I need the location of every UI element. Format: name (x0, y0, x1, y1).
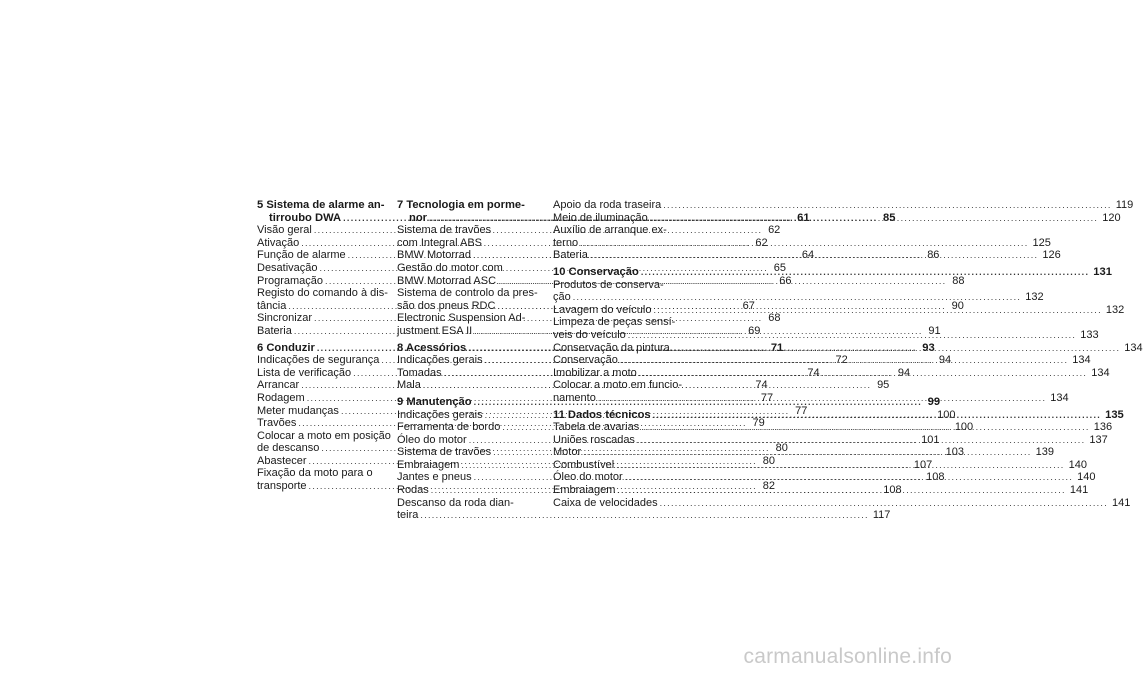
toc-entry[interactable] (257, 430, 397, 443)
toc-page-number: 80 (775, 442, 788, 455)
toc-page-number: 131 (1093, 265, 1112, 278)
toc-entry-title: Imobilizar a moto (553, 366, 637, 379)
toc-entry-title: Óleo do motor (553, 471, 623, 484)
toc-dot-leader (617, 484, 1065, 497)
toc-page-number: 85 (883, 211, 896, 224)
toc-page-number: 119 (1115, 199, 1134, 211)
toc-dot-leader (660, 497, 1108, 510)
toc-dot-leader (653, 409, 1101, 422)
toc-entry[interactable] (397, 224, 537, 237)
toc-entry-title: Desativação (257, 261, 318, 274)
toc-dot-leader (580, 237, 1028, 250)
toc-entry-title: Sistema de travões (397, 446, 492, 459)
toc-entry-title: Sincronizar (257, 312, 313, 325)
toc-entry-title: Uniões roscadas (553, 433, 635, 446)
toc-entry-title: ção (553, 291, 571, 304)
toc-page-number: 66 (779, 274, 792, 287)
toc-entry-title: com Integral ABS (397, 236, 482, 249)
toc-entry-title: Electronic Suspension Ad- (397, 312, 526, 325)
toc-entry[interactable] (397, 312, 537, 325)
toc-page-number: 77 (760, 391, 774, 404)
toc-page-number: 117 (872, 509, 891, 522)
toc-entry[interactable] (553, 291, 1044, 304)
toc-entry[interactable] (397, 497, 537, 510)
toc-page-number: 74 (807, 366, 820, 379)
toc-dot-leader (625, 471, 1073, 484)
toc-dot-leader (628, 329, 1076, 342)
toc-entry-title: 5 Sistema de alarme an- (257, 199, 385, 211)
toc-dot-leader (620, 354, 1068, 367)
toc-entry-title: Lista de verificação (257, 366, 352, 379)
toc-dot-leader (573, 291, 1021, 304)
toc-page-number: 141 (1112, 496, 1131, 509)
toc-page-number: 80 (762, 454, 775, 467)
toc-entry-title: Ferramenta de bordo (397, 421, 501, 434)
toc-page-number: 91 (928, 324, 941, 337)
toc-entry[interactable] (257, 467, 397, 480)
toc-dot-leader (663, 199, 1111, 212)
toc-page-number: 125 (1032, 236, 1051, 249)
toc-entry-title: namento (553, 391, 596, 404)
toc-entry-title: Óleo do motor (397, 433, 467, 446)
toc-page-number: 77 (795, 404, 808, 417)
toc-page-number: 67 (742, 299, 755, 312)
toc-page-number: 100 (937, 408, 956, 421)
toc-page-number: 126 (1042, 249, 1061, 262)
watermark-text: carmanualsonline.info (743, 645, 952, 668)
toc-entry-title: BMW Motorrad (397, 249, 471, 262)
toc-page-number: 134 (1124, 341, 1143, 354)
toc-entry-title: Indicações gerais (397, 408, 483, 421)
toc-entry-title: Apoio da roda traseira (553, 199, 662, 211)
toc-entry-title: Meio de iluminação (553, 211, 648, 224)
toc-dot-leader (641, 421, 1089, 434)
toc-page-number: 93 (922, 341, 935, 354)
toc-entry-title: terno (553, 236, 579, 249)
toc-page-number: 134 (1072, 354, 1091, 367)
toc-page-number: 69 (748, 324, 761, 337)
toc-dot-leader (637, 434, 1085, 447)
toc-entry-title: Lavagem do veículo (553, 303, 652, 316)
toc-page-number: 140 (1068, 458, 1087, 471)
toc-entry-title: Colocar a moto em posição (257, 429, 391, 442)
toc-entry-title: Jantes e pneus (397, 471, 472, 484)
toc-entry-title: Indicações de segurança (257, 354, 380, 367)
toc-entry-title: teira (397, 509, 419, 522)
toc-entry-title: Combustível (553, 458, 615, 471)
toc-dot-leader (639, 367, 1087, 380)
toc-page-number: 61 (797, 211, 810, 224)
toc-entry[interactable] (553, 496, 1131, 510)
toc-entry-title: Produtos de conserva- (553, 278, 664, 291)
toc-page-number: 88 (952, 274, 965, 287)
toc-entry[interactable] (397, 509, 891, 522)
toc-page-number: 133 (1080, 328, 1099, 341)
toc-page-number: 62 (755, 236, 768, 249)
toc-entry[interactable] (553, 199, 1134, 212)
toc-dot-leader (598, 392, 1046, 405)
toc-page-number: 82 (762, 480, 775, 493)
toc-entry-title: Arrancar (257, 379, 300, 392)
toc-page-number: 95 (877, 379, 890, 392)
toc-entry-title: Motor (553, 446, 582, 459)
toc-page-number: 71 (770, 341, 784, 354)
toc-entry[interactable] (553, 224, 693, 237)
toc-page-number: 139 (1035, 446, 1054, 459)
toc-page-number: 94 (938, 354, 952, 367)
toc-dot-leader (616, 459, 1064, 472)
toc-entry-title: Tabela de avarias (553, 421, 640, 434)
toc-entry-title: tância (257, 299, 287, 312)
toc-entry-title: Colocar a moto em funcio- (553, 379, 682, 392)
toc-page-number: 72 (835, 354, 848, 367)
toc-entry-title: Sistema de travões (397, 224, 492, 237)
toc-dot-leader (653, 304, 1101, 317)
toc-page-number: 74 (755, 379, 768, 392)
toc-entry-title: BMW Motorrad ASC (397, 274, 497, 287)
toc-entry[interactable] (397, 237, 537, 250)
toc-entry-title: Auxílio de arranque ex- (553, 224, 667, 237)
toc-entry-title: Sistema de controlo da pres- (397, 287, 538, 300)
toc-entry-title: 8 Acessórios (397, 341, 467, 354)
toc-entry-title: 10 Conservação (553, 265, 639, 278)
toc-page-number: 65 (773, 261, 787, 274)
toc-page-number: 79 (752, 417, 765, 430)
toc-page-number: 100 (954, 421, 974, 434)
toc-page-number: 62 (768, 224, 781, 237)
toc-page-number: 134 (1050, 391, 1069, 404)
toc-dot-leader (590, 249, 1038, 262)
toc-dot-leader (314, 224, 762, 237)
toc-dot-leader (650, 212, 1098, 225)
toc-entry-title: Embraiagem (553, 484, 616, 497)
toc-dot-leader (641, 266, 1089, 279)
toc-page-number: 99 (927, 395, 941, 408)
toc-entry-title: transporte (257, 480, 307, 493)
toc-entry-title: Rodas (397, 484, 429, 497)
toc-entry-title: são dos pneus RDC (397, 299, 496, 312)
toc-section-heading[interactable] (257, 199, 397, 212)
toc-entry-title: 9 Manutenção (397, 395, 472, 408)
toc-entry-title: 6 Conduzir (257, 341, 315, 354)
toc-entry-title: Travões (257, 417, 297, 430)
toc-entry[interactable] (553, 379, 693, 392)
toc-page-number: 120 (1102, 211, 1121, 224)
toc-dot-leader (583, 446, 1031, 459)
toc-entry-title: Gestão do motor com (397, 261, 503, 274)
toc-dot-leader (672, 342, 1120, 355)
toc-page-number: 136 (1093, 421, 1113, 434)
toc-page-number: 90 (951, 299, 964, 312)
toc-entry-title: Rodagem (257, 391, 305, 404)
toc-entry-title: veis do veículo (553, 328, 626, 341)
toc-entry-title: Meter mudanças (257, 404, 339, 417)
toc-entry-title: Programação (257, 274, 324, 287)
toc-page-number: 68 (768, 312, 781, 325)
toc-page-number: 132 (1105, 303, 1125, 316)
toc-entry-title: Conservação da pintura (553, 341, 670, 354)
toc-page-number: 135 (1105, 408, 1124, 421)
toc-page-number: 64 (801, 249, 815, 262)
toc-page-number: 140 (1077, 471, 1096, 484)
toc-entry-title: de descanso (257, 442, 320, 455)
toc-page-number: 94 (897, 366, 911, 379)
toc-page-number: 86 (927, 249, 940, 262)
toc-entry-title: Fixação da moto para o (257, 467, 373, 480)
toc-page-number: 134 (1091, 366, 1110, 379)
toc-entry[interactable] (397, 262, 537, 275)
toc-page-number: 108 (883, 484, 902, 497)
toc-entry-title: Caixa de velocidades (553, 496, 658, 509)
toc-entry-title: Limpeza de peças sensí- (553, 316, 676, 329)
toc-entry-title: tirroubo DWA (269, 211, 342, 224)
toc-dot-leader (420, 509, 868, 522)
toc-page-number: 103 (945, 446, 964, 459)
toc-entry[interactable] (553, 279, 693, 292)
toc-entry[interactable] (257, 287, 397, 300)
toc-entry[interactable] (397, 287, 537, 300)
toc-page-number: 107 (913, 458, 933, 471)
toc-page-number: 108 (926, 471, 945, 484)
toc-entry-title: Bateria (553, 249, 588, 262)
toc-entry-title: Descanso da roda dian- (397, 496, 514, 509)
toc-entry-title: Função de alarme (257, 249, 346, 262)
toc-section-heading[interactable] (397, 199, 537, 212)
toc-entry-title: 11 Dados técnicos (553, 408, 651, 421)
toc-entry-title: Embraiagem (397, 458, 460, 471)
toc-entry-title: nor (409, 211, 428, 224)
toc-entry-title: Ativação (257, 236, 300, 249)
toc-entry-title: Tomadas (397, 366, 442, 379)
toc-page-number: 101 (921, 433, 940, 446)
toc-entry-title: justment ESA II (397, 324, 473, 337)
toc-entry-title: Mala (397, 379, 421, 392)
toc-entry-title: Registo do comando à dis- (257, 287, 388, 300)
toc-entry-title: Indicações gerais (397, 354, 483, 367)
toc-entry-title: Visão geral (257, 224, 312, 237)
toc-entry-title: Bateria (257, 324, 292, 337)
toc-page-number: 141 (1069, 484, 1089, 497)
toc-page-number: 132 (1025, 291, 1044, 304)
toc-entry-title: Abastecer (257, 454, 307, 467)
toc-entry-title: 7 Tecnologia em porme- (397, 199, 525, 211)
toc-entry-title: Conservação (553, 354, 618, 367)
toc-entry[interactable] (553, 316, 693, 329)
toc-page-number: 137 (1089, 433, 1108, 446)
